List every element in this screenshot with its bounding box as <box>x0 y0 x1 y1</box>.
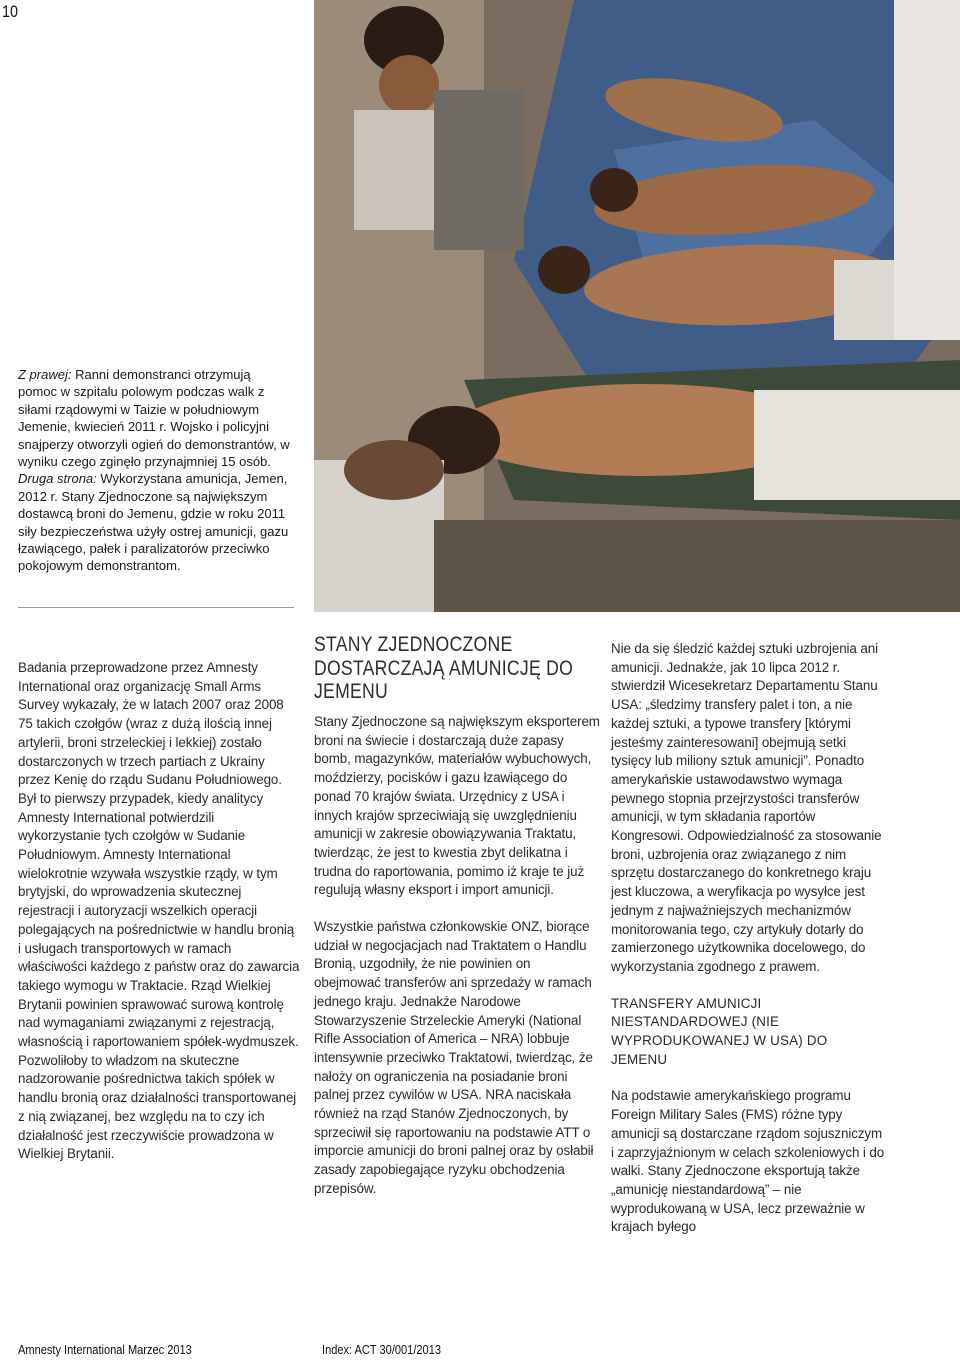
column-3 <box>611 640 887 1237</box>
column-3-subheading: TRANSFERY AMUNICJI NIESTANDARDOWEJ (NIE WYPRODUKOWANEJ W USA) DO JEMENU <box>611 995 828 1067</box>
column-3-paragraph-2: Na podstawie amerykańskiego programu Foreign Military Sales (FMS) różne typy amunicji są dostarczane rządom sojuszniczym i zaprzyjaźnionym w celach szkoleniowych i do walki. Stany Zjednoczone eksportują także „amunicję niestandardową” – nie wyprodukowaną w USA, lecz przeważnie w krajach byłego <box>611 1088 885 1235</box>
column-1 <box>18 659 300 1164</box>
footer-publication: Amnesty International Marzec 2013 <box>18 1342 192 1357</box>
caption-label-second: Druga strona: <box>18 471 97 487</box>
column-1-text: Badania przeprowadzone przez Amnesty International oraz organizację Small Arms Survey wykazały, że w latach 2007 oraz 2008 75 takich czołgów (wraz z dużą ilością innej artylerii, broni strzeleckiej i lekkiej) zostało dostarczonych w trzech partiach z Ukrainy przez Kenię do rządu Sudanu Południowego. Był to pierwszy przypadek, kiedy analitycy Amnesty International potwierdzili wykorzystanie tych czołgów w Sudanie Południowym. Amnesty International wielokrotnie wzywała wszystkie rządy, w tym brytyjski, do wprowadzenia skutecznej rejestracji i autoryzacji wszelkich operacji polegających na pośrednictwie w handlu bronią i usługach transportowych w ramach właściwości każdego z państw oraz do zawarcia takiego wymogu w Traktacie. Rząd Wielkiej Brytanii powinien sprawować surową kontrolę nad wymaganiami związanymi z rejestracją, własnością i raportowaniem spółek-wydmuszek. Pozwoliłoby to władzom na skuteczne nadzorowanie pośrednictwa takich spółek w handlu bronią oraz działalności transportowanej z nią związanej, bez względu na to czy ich działalność jest rzeczywiście prowadzona w Wielkiej Brytanii. <box>18 660 300 1162</box>
caption-text-right: Ranni demonstranci otrzymują pomoc w szpitalu polowym podczas walk z siłami rządowymi w Taizie w południowym Jemenie, kwiecień 2011 r. Wojsko i policyjni snajperzy otworzyli ogień do demonstrantów, w wyniku czego zginęło przynajmniej 15 osób. <box>18 367 290 470</box>
caption-divider <box>18 607 294 608</box>
section-heading: STANY ZJEDNOCZONE DOSTARCZAJĄ AMUNICJĘ DO JEMENU <box>314 632 574 703</box>
footer-index: Index: ACT 30/001/2013 <box>322 1342 441 1357</box>
column-2-paragraph-1: Stany Zjednoczone są największym eksporterem broni na świecie i dostarczają duże zapasy bomb, magazynków, materiałów wybuchowych, moździerzy, pocisków i gazu łzawiącego do ponad 70 krajów świata. Urzędnicy z USA i innych krajów sprzeciwiają się uwzględnieniu amunicji w zakresie obowiązywania Traktatu, twierdząc, że jest to kwestia zbyt delikatna i trudna do raportowania, pomimo iż kraje te już regulują własny eksport i import amunicji. <box>314 714 600 898</box>
column-2 <box>314 713 600 1199</box>
photo-illustration <box>314 0 960 612</box>
page-number: 10 <box>2 2 19 21</box>
caption-text-second: Wykorzystana amunicja, Jemen, 2012 r. Stany Zjednoczone są największym dostawcą broni do Jemenu, gdzie w roku 2011 siły bezpieczeństwa użyły ostrej amunicji, gazu łzawiącego, pałek i paralizatorów przeciwko pokojowym demonstrantom. <box>18 471 289 574</box>
column-3-paragraph-1: Nie da się śledzić każdej sztuki uzbrojenia ani amunicji. Jednakże, jak 10 lipca 2012 r. stwierdził Wicesekretarz Departamentu Stanu USA: „śledzimy transfery palet i ton, a nie każdej sztuki, a typowe transfery [którymi jesteśmy zainteresowani] obejmują setki tysięcy lub miliony sztuk amunicji”. Ponadto amerykańskie ustawodawstwo wymaga pewnego stopnia przejrzystości transferów amunicji, w tym składania raportów Kongresowi. Odpowiedzialność za stosowanie broni, uzbrojenia oraz związanego z nim sprzętu dostarczanego do konkretnego kraju jest kluczowa, a weryfikacja po wysyłce jest jednym z najważniejszych mechanizmów monitorowania tego, czy artykuły dotarły do zamierzonego użytkownika docelowego, do wykorzystania zgodnego z prawem. <box>611 641 882 974</box>
photo-caption <box>18 366 290 575</box>
photo-injured-protesters <box>314 0 960 612</box>
caption-label-right: Z prawej: <box>18 367 72 382</box>
column-2-paragraph-2: Wszystkie państwa członkowskie ONZ, biorące udział w negocjacjach nad Traktatem o Handlu Bronią, uzgodniły, że nie powinien on obejmować transferów ani sprzedaży w ramach jednego kraju. Jednakże Narodowe Stowarzyszenie Strzeleckie Ameryki (National Rifle Association of America – NRA) lobbuje intensywnie przeciwko Traktatowi, twierdząc, że nałoży on ograniczenia na posiadanie broni palnej przez cywilów w USA. NRA naciskała również na rząd Stanów Zjednoczonych, by sprzeciwił się raportowaniu na podstawie ATT o imporcie amunicji do broni palnej oraz by osłabił zasady zapobiegające ryzyku obchodzenia przepisów. <box>314 919 594 1196</box>
